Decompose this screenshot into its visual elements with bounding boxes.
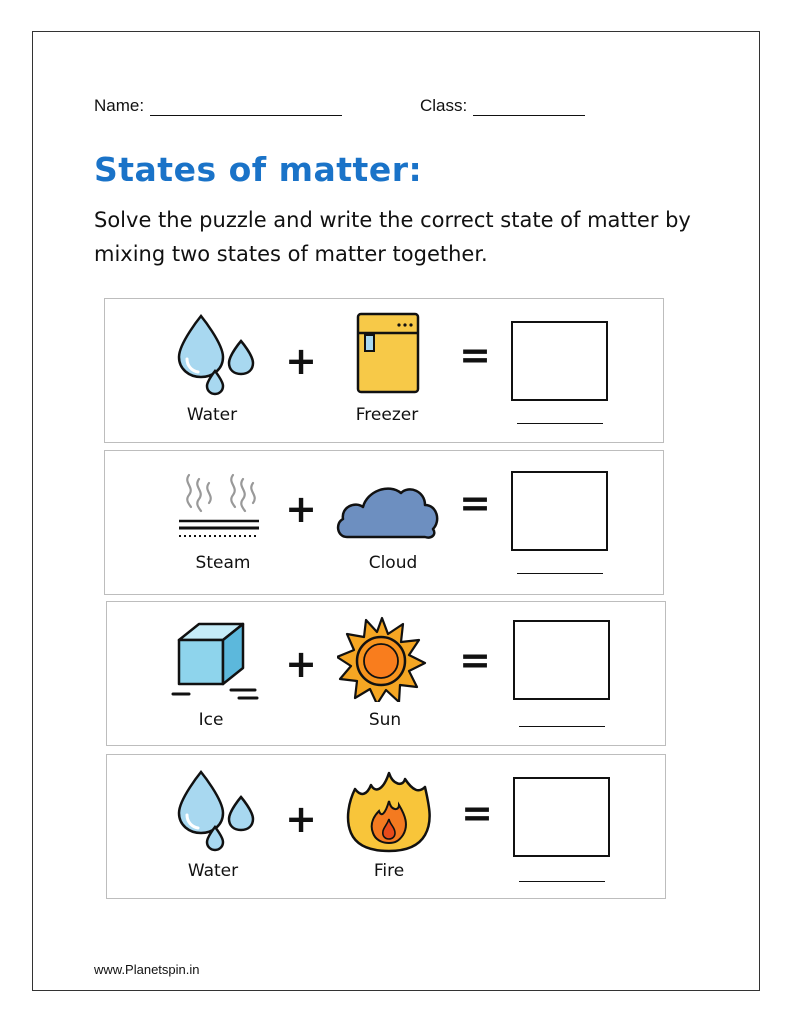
freezer-icon [355, 311, 421, 395]
answer-box[interactable] [513, 777, 610, 857]
puzzle-row [104, 450, 664, 595]
answer-box[interactable] [511, 321, 608, 401]
answer-box[interactable] [511, 471, 608, 551]
item-label: Fire [373, 861, 405, 881]
equals-sign: = [461, 791, 493, 835]
puzzle-row [104, 298, 664, 443]
fire-icon [343, 771, 435, 853]
class-label: Class: [420, 96, 468, 115]
water-drops-icon [171, 767, 261, 852]
item-label: Steam [195, 553, 251, 573]
plus-sign: + [285, 487, 317, 531]
plus-sign: + [285, 797, 317, 841]
equals-sign: = [459, 638, 491, 682]
footer-url: www.Planetspin.in [94, 962, 200, 977]
item-label: Water [186, 405, 238, 425]
item-label: Cloud [368, 553, 418, 573]
plus-sign: + [285, 339, 317, 383]
answer-line[interactable] [519, 726, 605, 727]
item-label: Ice [198, 710, 224, 730]
name-field [94, 96, 342, 116]
answer-line[interactable] [519, 881, 605, 882]
name-blank[interactable] [150, 98, 342, 116]
page-title: States of matter: [94, 150, 423, 189]
name-label: Name: [94, 96, 145, 115]
item-label: Sun [368, 710, 402, 730]
item-label: Water [187, 861, 239, 881]
answer-box[interactable] [513, 620, 610, 700]
water-drops-icon [171, 311, 261, 396]
equals-sign: = [459, 333, 491, 377]
equals-sign: = [459, 481, 491, 525]
steam-icon [177, 473, 261, 549]
puzzle-row [106, 601, 666, 746]
instructions: Solve the puzzle and write the correct state of matter by mixing two states of matter together. [94, 208, 691, 266]
puzzle-row [106, 754, 666, 899]
item-label: Freezer [355, 405, 419, 425]
ice-cube-icon [169, 618, 265, 702]
class-field [420, 96, 585, 116]
cloud-icon [333, 479, 443, 541]
answer-line[interactable] [517, 573, 603, 574]
plus-sign: + [285, 642, 317, 686]
answer-line[interactable] [517, 423, 603, 424]
class-blank[interactable] [473, 98, 585, 116]
sun-icon [337, 616, 427, 702]
